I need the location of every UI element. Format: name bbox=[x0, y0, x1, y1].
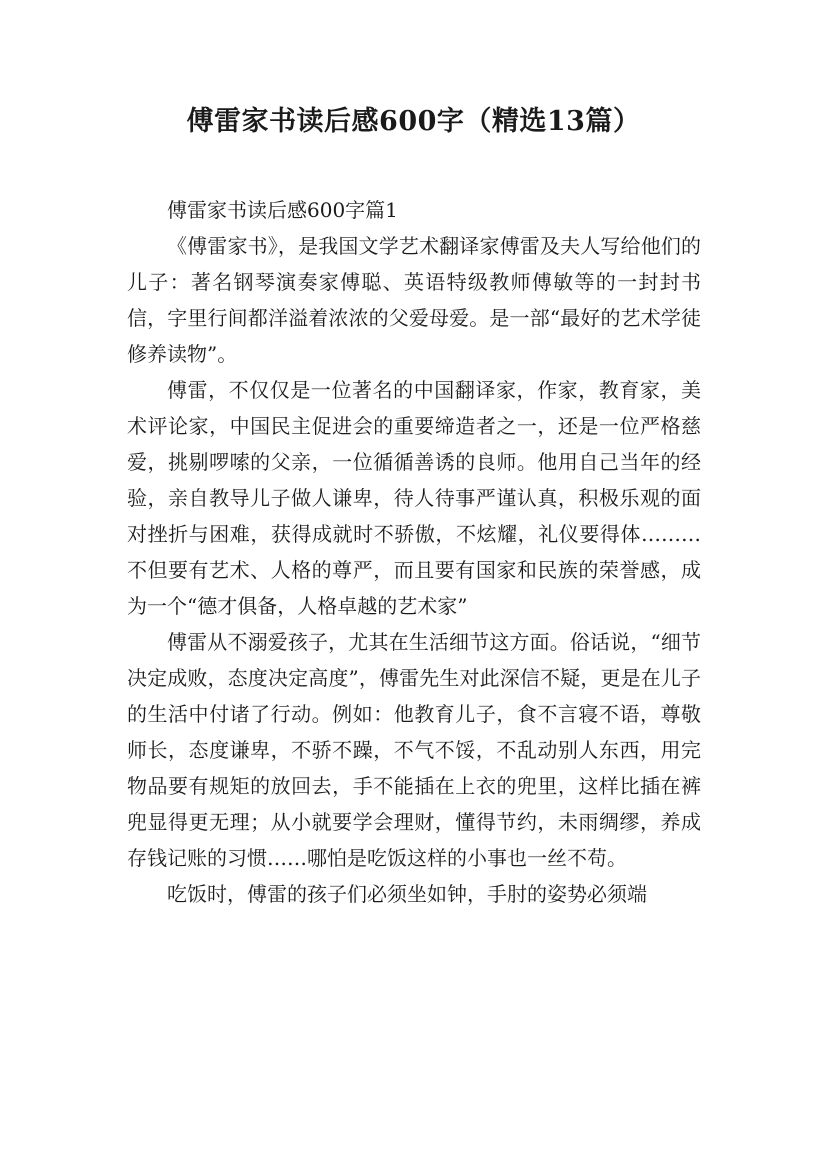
paragraph-intro: 《傅雷家书》，是我国文学艺术翻译家傅雷及夫人写给他们的儿子：著名钢琴演奏家傅聪、英语特级教师傅敏等的一封封书信，字里行间都洋溢着浓浓的父爱母爱。是一部“最好的艺术学徒修养读物”。 bbox=[127, 234, 701, 366]
section-heading: 傅雷家书读后感600字篇1 bbox=[167, 198, 398, 222]
document-body bbox=[127, 192, 701, 912]
paragraph-details: 傅雷从不溺爱孩子，尤其在生活细节这方面。俗话说，“细节决定成败，态度决定高度”，傅雷先生对此深信不疑，更是在儿子的生活中付诸了行动。例如：他教育儿子，食不言寝不语，尊敬师长，态度谦卑，不骄不躁，不气不馁，不乱动别人东西，用完物品要有规矩的放回去，手不能插在上衣的兜里，这样比插在裤兜显得更无理；从小就要学会理财，懂得节约，未雨绸缪，养成存钱记账的习惯……哪怕是吃饭这样的小事也一丝不苟。 bbox=[127, 630, 701, 870]
paragraph-fulei-roles: 傅雷，不仅仅是一位著名的中国翻译家，作家，教育家，美术评论家，中国民主促进会的重要缔造者之一，还是一位严格慈爱，挑剔啰嗦的父亲，一位循循善诱的良师。他用自己当年的经验，亲自教导儿子做人谦卑，待人待事严谨认真，积极乐观的面对挫折与困难，获得成就时不骄傲，不炫耀，礼仪要得体………不但要有艺术、人格的尊严，而且要有国家和民族的荣誉感，成为一个“德才俱备，人格卓越的艺术家” bbox=[127, 378, 701, 618]
paragraph-meal-manners: 吃饭时，傅雷的孩子们必须坐如钟，手肘的姿势必须端 bbox=[167, 882, 647, 906]
document-title: 傅雷家书读后感600字（精选13篇） bbox=[186, 106, 641, 137]
